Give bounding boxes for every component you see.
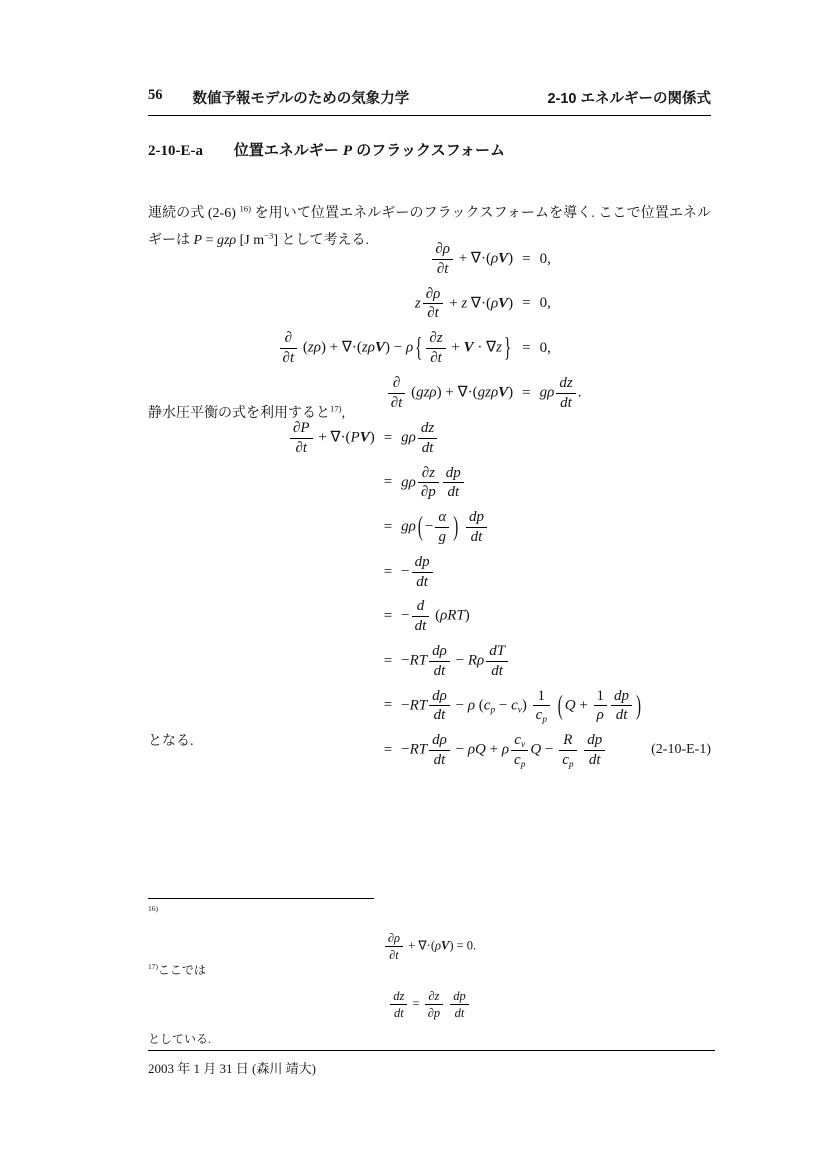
math-run: ∇·( — [467, 295, 491, 312]
page-header — [148, 87, 711, 116]
math-run: V — [359, 429, 370, 446]
math-run: + ∇·( — [454, 250, 491, 267]
math-run: ∂ — [284, 330, 293, 347]
equation-cell — [288, 639, 375, 684]
math-run: ∂z — [429, 330, 443, 347]
math-run: + — [445, 295, 462, 312]
equation-cell — [401, 461, 643, 506]
math-run: − — [424, 518, 434, 535]
math-run: − — [401, 608, 410, 625]
math-run: ∂P — [292, 420, 310, 436]
math-run: ρ — [490, 295, 499, 312]
math-run: ) — [508, 295, 514, 312]
math-run: 0, — [539, 339, 551, 356]
fraction — [425, 989, 443, 1020]
fraction — [412, 598, 430, 635]
fraction — [418, 420, 437, 457]
math-run: ( — [431, 608, 441, 625]
math-run: dρ — [432, 687, 447, 704]
math-run: dz — [393, 989, 405, 1003]
math-run: = — [202, 233, 217, 248]
math-run: c — [483, 697, 491, 714]
equation-cell: = — [383, 697, 393, 714]
math-run: ∂z — [421, 464, 435, 481]
equation-cell: = — [522, 295, 531, 312]
math-run: + — [485, 741, 502, 758]
math-run: c — [535, 707, 543, 724]
math-run: − — [451, 652, 468, 669]
footnote-16-equation — [148, 922, 711, 966]
equation-line — [278, 282, 582, 327]
big-delimiter: ( — [417, 513, 423, 543]
math-run: − — [495, 697, 512, 714]
math-run: dp — [468, 509, 484, 526]
math-run: dT — [489, 642, 506, 659]
subscript: p — [490, 705, 496, 716]
subscript: p — [520, 759, 526, 770]
equation-cell — [401, 505, 643, 550]
equation-line — [288, 505, 643, 550]
math-run: dt — [470, 528, 483, 545]
math-run: − — [451, 741, 468, 758]
math-run: − — [451, 697, 468, 714]
math-run: ( — [475, 697, 484, 714]
math-run: dt — [454, 1006, 465, 1020]
math-run: R — [563, 732, 573, 749]
fraction — [290, 420, 313, 457]
math-run: dt — [447, 484, 460, 501]
fraction — [533, 688, 550, 725]
equation-cell: = — [522, 384, 531, 401]
equation-cell: = — [383, 518, 393, 535]
math-run: + ∇·( — [314, 429, 351, 446]
equation-cell: = — [522, 250, 531, 267]
fraction — [450, 989, 469, 1020]
math-run: Rρ — [467, 652, 485, 669]
math-run: dp — [614, 687, 630, 704]
math-run: gρ — [539, 384, 555, 401]
superscript: 17) — [330, 403, 342, 414]
math-run: ) — [521, 697, 531, 714]
equation-line — [278, 237, 582, 282]
math-run: ∂p — [427, 1006, 441, 1020]
equation-cell — [288, 461, 375, 506]
math-run: ) − — [384, 339, 406, 356]
math-run: gzρ — [477, 384, 499, 401]
equation-cell — [288, 550, 375, 595]
math-run: 連続の式 (2-6) — [148, 206, 240, 221]
equation-line — [288, 461, 643, 506]
math-run: V — [498, 250, 509, 267]
equation-cell — [288, 505, 375, 550]
math-run: を用いて位置エネルギーのフラックスフォームを導く. ここで位置エネルギーは — [148, 206, 711, 248]
math-run — [460, 519, 464, 535]
math-run: ( — [407, 384, 417, 401]
math-run: ( — [299, 339, 308, 356]
conclusion-text: となる. — [148, 734, 194, 749]
footnote-17-equation — [148, 980, 711, 1024]
math-run: [J m — [236, 233, 265, 248]
math-run: RT — [409, 741, 428, 758]
equation-cell — [401, 416, 643, 461]
equation-cell — [278, 326, 514, 371]
math-run: dt — [416, 573, 428, 590]
math-run: dp — [453, 989, 466, 1003]
subscript: v — [520, 740, 526, 751]
footnote-16 — [148, 903, 711, 966]
fraction — [385, 931, 403, 962]
footnote-17-post: としている. — [148, 1032, 212, 1046]
equation-cell — [401, 684, 643, 729]
equation-line — [288, 416, 643, 461]
math-run: zρ — [361, 339, 375, 356]
math-run: ∂t — [282, 349, 295, 366]
math-run: V — [441, 938, 450, 953]
subscript: p — [542, 715, 547, 726]
section-heading — [148, 139, 711, 160]
math-run — [552, 697, 556, 713]
section-number: 2-10-E-a — [148, 143, 203, 159]
fraction — [486, 643, 508, 680]
math-run: ∂t — [295, 439, 308, 456]
math-run: ∂ρ — [387, 931, 400, 945]
math-run: dt — [615, 707, 628, 724]
math-run: + ∇·( — [405, 938, 435, 953]
header-left — [148, 87, 409, 108]
math-run: RT — [409, 652, 428, 669]
math-run: ∂t — [390, 394, 403, 411]
equation-table — [278, 237, 582, 415]
big-delimiter: ) — [636, 691, 642, 721]
math-run: . — [577, 384, 582, 401]
math-run: ) — [508, 384, 514, 401]
math-run: dt — [433, 751, 446, 768]
math-run: gρ — [401, 518, 416, 535]
footnote-17-text: ここでは — [157, 963, 206, 977]
fraction — [594, 688, 608, 725]
math-run: V — [498, 384, 509, 401]
math-run: z — [496, 339, 502, 356]
math-run: ] — [273, 233, 282, 248]
math-run: dρ — [432, 642, 447, 659]
math-run: dt — [414, 618, 427, 635]
math-run: ρQ — [467, 741, 486, 758]
equation-line — [288, 550, 643, 595]
big-delimiter: } — [503, 334, 512, 364]
math-run: z — [461, 295, 468, 312]
big-delimiter: { — [415, 334, 423, 364]
equation-number: (2-10-E-1) — [651, 741, 711, 757]
math-run: + — [447, 339, 464, 356]
equation-cell: = — [383, 474, 393, 491]
math-run: dz — [559, 374, 573, 391]
math-run: ) — [369, 429, 375, 446]
equation-cell — [401, 639, 643, 684]
math-run: dz — [420, 420, 435, 436]
math-run: dt — [433, 662, 446, 679]
equation-cell: = — [383, 563, 393, 580]
equation-cell: = — [383, 652, 393, 669]
equation-line — [288, 639, 643, 684]
math-run: dt — [393, 1006, 404, 1020]
big-delimiter: ) — [453, 513, 459, 543]
math-run: ∂ρ — [425, 285, 441, 302]
subscript: p — [568, 759, 574, 770]
math-run: = — [409, 996, 423, 1011]
page-number: 56 — [148, 87, 163, 103]
math-run: d — [416, 598, 425, 615]
math-run: ∂p — [420, 484, 436, 501]
math-run: ) — [508, 250, 514, 267]
math-run: − — [401, 563, 410, 580]
superscript: −3 — [264, 230, 274, 241]
math-run: RT — [409, 697, 428, 714]
math-run: ρ — [435, 938, 441, 953]
math-run: c — [514, 732, 521, 749]
header-right-title: 2-10 エネルギーの関係式 — [547, 91, 711, 107]
equation-block-continuity — [148, 237, 711, 415]
math-run: ρ — [501, 741, 510, 758]
math-run: zρ — [307, 339, 321, 356]
math-run: dt — [433, 707, 446, 724]
fraction — [429, 643, 450, 680]
math-run: P — [350, 429, 360, 446]
footnote-17 — [148, 961, 711, 1049]
fraction — [426, 330, 445, 367]
math-run: 1 — [596, 687, 605, 704]
math-run: のフラックスフォーム — [352, 142, 506, 159]
paragraph-conclusion — [148, 728, 711, 755]
math-run: z — [414, 295, 421, 312]
math-run: ) + ∇·( — [436, 384, 478, 401]
equation-line — [288, 684, 643, 729]
equation-cell — [288, 594, 375, 639]
math-run: ρ — [490, 250, 499, 267]
equation-cell — [401, 594, 643, 639]
math-run: Q — [564, 697, 576, 714]
math-run: V — [463, 339, 474, 356]
footnote-17-marker: 17) — [148, 962, 158, 971]
math-run: gzρ — [216, 233, 237, 248]
math-run: ∂t — [430, 349, 442, 366]
math-run: V — [374, 339, 385, 356]
header-left-title: 数値予報モデルのための気象力学 — [192, 91, 410, 107]
math-run: V — [498, 295, 509, 312]
footnote-17-lead — [148, 961, 711, 980]
fraction — [423, 286, 444, 323]
fraction — [412, 554, 433, 591]
footer-date: 2003 年 1 月 31 日 (森川 靖大) — [148, 1061, 316, 1076]
math-run: c — [511, 697, 518, 714]
math-run: gρ — [401, 474, 416, 491]
math-run: ∂t — [436, 260, 449, 277]
math-run — [445, 996, 448, 1010]
math-run: , — [341, 406, 346, 421]
math-run: Q — [530, 741, 542, 758]
equation-cell — [540, 282, 582, 327]
math-run: + — [575, 697, 592, 714]
equation-cell — [278, 282, 514, 327]
math-run: 0, — [539, 250, 551, 267]
fraction — [432, 241, 453, 278]
math-run: dρ — [432, 732, 447, 749]
equation-line — [278, 326, 582, 371]
math-run: ∂ — [392, 374, 401, 391]
math-run: dt — [421, 439, 434, 456]
subscript: v — [517, 705, 522, 716]
footnote-16-marker: 16) — [148, 904, 158, 913]
math-run: ) = 0. — [449, 938, 477, 953]
math-run: P — [193, 233, 203, 248]
math-run: ρ — [596, 707, 604, 724]
math-run: ∂t — [427, 305, 439, 322]
math-run: ) — [464, 608, 470, 625]
math-run: ∂z — [428, 989, 440, 1003]
equation-cell — [540, 237, 582, 282]
equation-table — [288, 416, 643, 773]
math-run: c — [562, 751, 569, 768]
superscript: 16) — [239, 203, 252, 214]
math-run: ρ — [405, 339, 414, 356]
math-run: dp — [587, 732, 603, 749]
math-run: ρ — [467, 697, 476, 714]
equation-cell — [288, 416, 375, 461]
equation-cell — [540, 326, 582, 371]
math-run: dt — [491, 662, 503, 679]
equation-cell: = — [383, 741, 393, 758]
math-run: 0, — [539, 295, 551, 312]
fraction — [466, 509, 487, 546]
math-run: α — [438, 509, 447, 526]
math-run: 静水圧平衡の式を利用すると — [148, 406, 330, 421]
math-run: dp — [445, 464, 461, 481]
fraction — [443, 465, 464, 502]
equation-cell — [401, 550, 643, 595]
fraction — [435, 509, 449, 546]
math-run: dt — [560, 394, 572, 411]
page-footer — [148, 1050, 715, 1077]
fraction — [390, 989, 407, 1020]
math-run: として考える. — [281, 233, 370, 248]
math-run: gzρ — [416, 384, 437, 401]
math-run: − — [401, 652, 410, 669]
math-run: c — [514, 751, 521, 768]
fraction — [429, 688, 450, 725]
math-run: ρRT — [440, 608, 465, 625]
math-run: − — [541, 741, 558, 758]
math-run: 位置エネルギー — [233, 142, 343, 159]
equation-cell: = — [383, 429, 393, 446]
fraction — [611, 688, 632, 725]
math-run: dp — [414, 553, 430, 570]
footnote-rule — [148, 898, 374, 899]
math-run: − — [401, 741, 410, 758]
math-run: · ∇ — [473, 339, 497, 356]
fraction — [280, 330, 298, 367]
math-run: ∂ρ — [435, 241, 450, 257]
equation-cell: = — [522, 339, 531, 356]
equation-block-derivation — [148, 416, 711, 773]
equation-cell — [288, 684, 375, 729]
equation-line — [288, 594, 643, 639]
equation-cell — [278, 237, 514, 282]
math-run: P — [342, 143, 353, 159]
math-run: dt — [588, 751, 601, 768]
big-delimiter: ( — [557, 691, 563, 721]
math-run: 1 — [537, 687, 546, 704]
math-run: gρ — [401, 429, 416, 446]
math-run: − — [401, 697, 410, 714]
math-run: g — [438, 528, 447, 545]
math-run: ) + ∇·( — [320, 339, 362, 356]
section-title — [234, 143, 505, 159]
math-run: ∂t — [389, 948, 399, 962]
fraction — [418, 465, 439, 502]
equation-cell: = — [383, 608, 393, 625]
